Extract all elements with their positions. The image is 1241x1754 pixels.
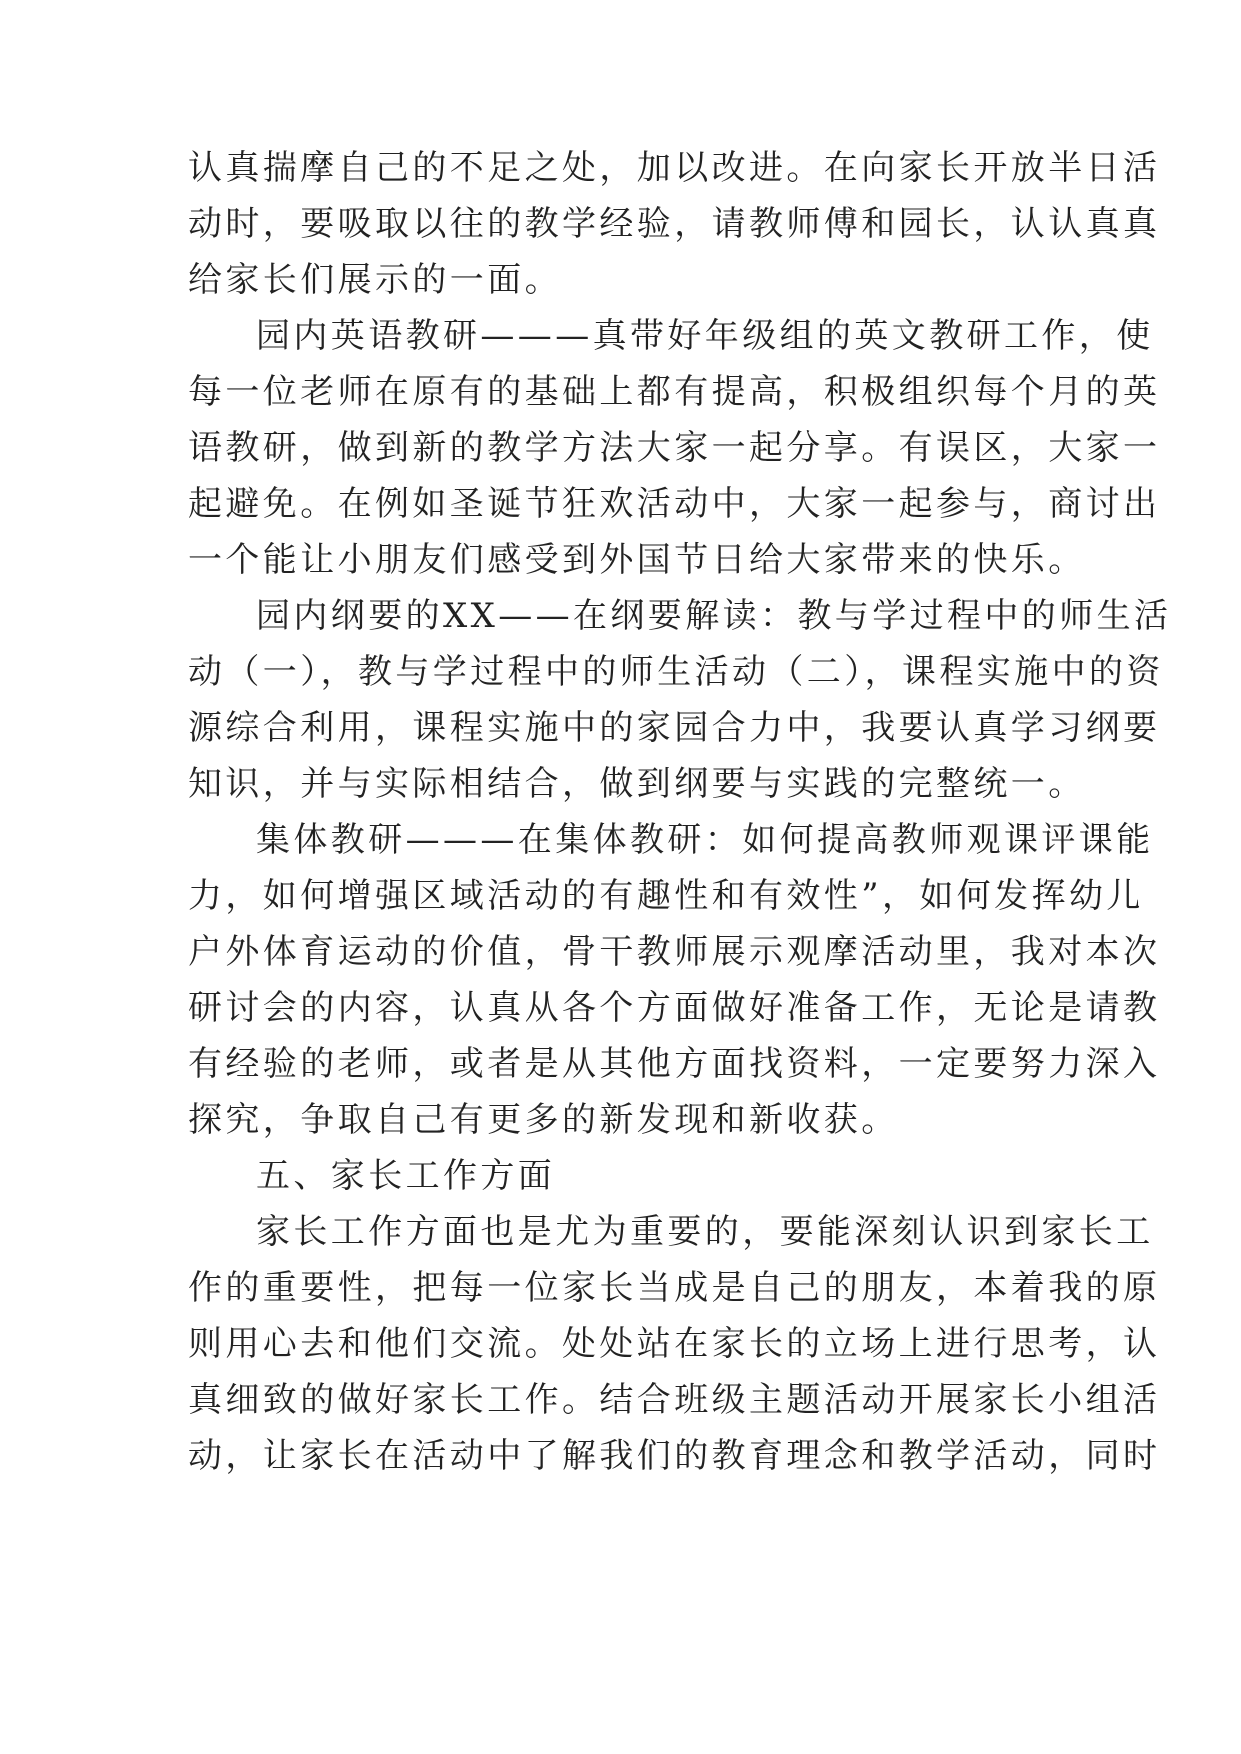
- paragraph-outline-study: 园内纲要的XX——在纲要解读：教与学过程中的师生活: [256, 596, 1172, 636]
- text-line: 户外体育运动的价值，骨干教师展示观摩活动里，我对本次: [188, 932, 1161, 972]
- text-line: 语教研，做到新的教学方法大家一起分享。有误区，大家一: [188, 428, 1161, 468]
- text-line: 动时，要吸取以往的教学经验，请教师傅和园长，认认真真: [188, 204, 1161, 244]
- section-heading-parent-work: 五、家长工作方面: [256, 1156, 556, 1196]
- text-line: 力，如何增强区域活动的有趣性和有效性”，如何发挥幼儿: [188, 876, 1144, 916]
- text-line: 知识，并与实际相结合，做到纲要与实践的完整统一。: [188, 764, 1086, 804]
- text-line: 作的重要性，把每一位家长当成是自己的朋友，本着我的原: [188, 1268, 1161, 1308]
- paragraph-parent-work: 家长工作方面也是尤为重要的，要能深刻认识到家长工: [256, 1212, 1154, 1252]
- paragraph-collective-research: 集体教研———在集体教研：如何提高教师观课评课能: [256, 820, 1154, 860]
- text-line: 认真揣摩自己的不足之处，加以改进。在向家长开放半日活: [188, 148, 1161, 188]
- text-line: 给家长们展示的一面。: [188, 260, 562, 300]
- text-line: 起避免。在例如圣诞节狂欢活动中，大家一起参与，商讨出: [188, 484, 1161, 524]
- text-line: 真细致的做好家长工作。结合班级主题活动开展家长小组活: [188, 1380, 1161, 1420]
- text-line: 动，让家长在活动中了解我们的教育理念和教学活动，同时: [188, 1436, 1161, 1476]
- paragraph-english-research: 园内英语教研———真带好年级组的英文教研工作，使: [256, 316, 1154, 356]
- text-line: 动（一），教与学过程中的师生活动（二），课程实施中的资: [188, 652, 1164, 692]
- text-line: 一个能让小朋友们感受到外国节日给大家带来的快乐。: [188, 540, 1086, 580]
- text-line: 研讨会的内容，认真从各个方面做好准备工作，无论是请教: [188, 988, 1161, 1028]
- text-line: 每一位老师在原有的基础上都有提高，积极组织每个月的英: [188, 372, 1161, 412]
- text-line: 则用心去和他们交流。处处站在家长的立场上进行思考，认: [188, 1324, 1161, 1364]
- text-line: 有经验的老师，或者是从其他方面找资料，一定要努力深入: [188, 1044, 1161, 1084]
- text-line: 探究，争取自己有更多的新发现和新收获。: [188, 1100, 899, 1140]
- text-line: 源综合利用，课程实施中的家园合力中，我要认真学习纲要: [188, 708, 1161, 748]
